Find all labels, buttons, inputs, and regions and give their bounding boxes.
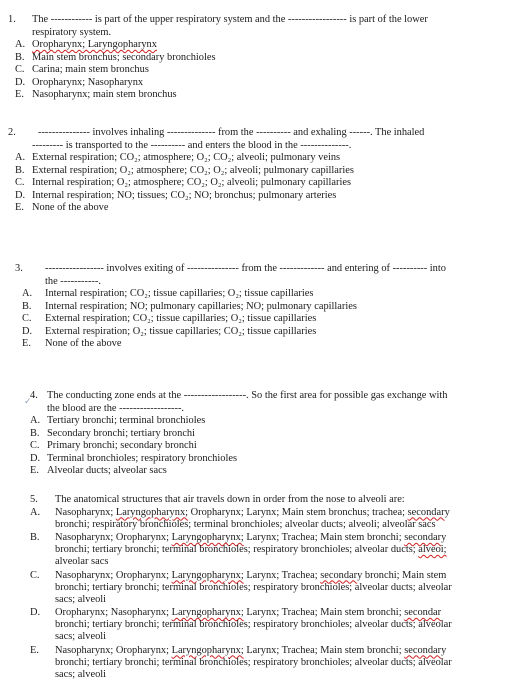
option-text[interactable]: bronchi; tertiary bronchi; terminal bronchioles; respiratory bronchioles; alveolar ducts; alveolar [55, 619, 452, 630]
option-letter: E. [30, 644, 39, 656]
option-letter: C. [15, 64, 25, 75]
question-number: 4. [30, 390, 38, 401]
option-text[interactable]: Oropharynx; Laryngopharynx [32, 39, 157, 50]
question-number: 1. [8, 14, 16, 25]
option-text[interactable]: sacs; alveoli [55, 593, 107, 605]
question-stem: respiratory system. [32, 26, 112, 38]
option-text[interactable]: alveolar sacs [55, 556, 109, 567]
option-text[interactable]: Alveolar ducts; alveolar sacs [47, 465, 167, 476]
option-text[interactable]: Main stem bronchus; secondary bronchioles [32, 51, 216, 63]
option-letter: C. [22, 313, 32, 324]
option-text[interactable]: sacs; alveoli [55, 631, 107, 642]
option-letter: D. [15, 189, 26, 201]
option-text[interactable]: Nasopharynx; Oropharynx; Laryngopharynx; Larynx; Trachea; Main stem bronchi; secondary [55, 644, 447, 656]
option-text[interactable]: bronchi; tertiary bronchi; terminal bronchioles; respiratory bronchioles; alveolar ducts; alveolar [55, 656, 452, 668]
option-text[interactable]: None of the above [32, 202, 109, 213]
question-stem: The anatomical structures that air travels down in order from the nose to alveoli are: [55, 494, 405, 505]
option-text[interactable]: Internal respiration; NO; pulmonary capillaries; NO; pulmonary capillaries [45, 300, 357, 312]
option-text[interactable]: Internal respiration; O₂; atmosphere; CO₂; O₂; alveoli; pulmonary capillaries [32, 177, 352, 188]
question-stem: ----------------- involves exiting of --------------- from the ------------- and entering of ---------- into [45, 263, 446, 274]
option-letter: A. [22, 288, 33, 299]
option-text[interactable]: bronchi; tertiary bronchi; terminal bronchioles; respiratory bronchioles; alveolar ducts; alveoi; [55, 544, 447, 555]
option-letter: B. [30, 427, 40, 439]
option-text[interactable]: Oropharynx; Nasopharynx; Laryngopharynx; Larynx; Trachea; Main stem bronchi; secondar [55, 607, 442, 618]
option-text[interactable]: None of the above [45, 338, 122, 349]
option-text[interactable]: Internal respiration; CO₂; tissue capillaries; O₂; tissue capillaries [45, 288, 314, 299]
option-text[interactable]: Carina; main stem bronchus [32, 64, 149, 75]
option-text[interactable]: Terminal bronchioles; respiratory bronchioles [47, 452, 237, 464]
option-letter: D. [30, 452, 41, 464]
option-letter: E. [22, 338, 31, 349]
option-letter: B. [15, 164, 25, 176]
option-text[interactable]: Nasopharynx; Oropharynx; Laryngopharynx; Larynx; Trachea; secondary bronchi; Main stem [55, 569, 447, 581]
option-letter: D. [15, 76, 26, 88]
question-number: 3. [15, 263, 23, 274]
stray-check-mark: ✓ [24, 396, 32, 406]
option-text[interactable]: External respiration; O₂; tissue capillaries; CO₂; tissue capillaries [45, 325, 317, 337]
option-letter: C. [30, 440, 40, 451]
option-letter: E. [30, 465, 39, 476]
option-text[interactable]: External respiration; O₂; atmosphere; CO₂; O₂; alveoli; pulmonary capillaries [32, 164, 354, 176]
option-text[interactable]: bronchi; respiratory bronchioles; terminal bronchioles; alveolar ducts; alveoli; alveolar sacs [55, 518, 436, 530]
option-letter: A. [30, 506, 41, 518]
option-letter: A. [15, 39, 26, 50]
option-letter: A. [15, 152, 26, 163]
option-text[interactable]: sacs; alveoli [55, 668, 107, 680]
option-text[interactable]: Nasopharynx; main stem bronchus [32, 89, 177, 100]
question-stem: The conducting zone ends at the ------------------. So the first area for possible gas exchange with [47, 390, 448, 401]
option-letter: E. [15, 89, 24, 100]
option-text[interactable]: Secondary bronchi; tertiary bronchi [47, 427, 196, 439]
option-text[interactable]: Primary bronchi; secondary bronchi [47, 440, 197, 451]
question-number: 5. [30, 494, 38, 505]
option-text[interactable]: External respiration; CO₂; atmosphere; O₂; CO₂; alveoli; pulmonary veins [32, 152, 341, 163]
question-stem: the blood are the ------------------. [47, 402, 185, 414]
option-text[interactable]: Oropharynx; Nasopharynx [32, 76, 144, 88]
question-number: 2. [8, 127, 16, 138]
option-letter: C. [15, 177, 25, 188]
question-stem: the -----------. [45, 275, 101, 287]
question-stem: --------------- involves inhaling -------------- from the ---------- and exhaling ------. The inhaled [38, 127, 425, 138]
option-text[interactable]: Tertiary bronchi; terminal bronchioles [47, 415, 206, 426]
option-letter: A. [30, 415, 41, 426]
option-letter: C. [30, 569, 40, 581]
option-letter: B. [22, 300, 32, 312]
option-text[interactable]: External respiration; CO₂; tissue capillaries; O₂; tissue capillaries [45, 313, 317, 324]
question-stem: --------- is transported to the ---------- and enters the blood in the --------------. [32, 139, 352, 151]
option-text[interactable]: Nasopharynx; Laryngopharynx; Oropharynx; Larynx; Main stem bronchus; trachea; secondary [55, 506, 450, 518]
option-letter: D. [30, 607, 41, 618]
option-letter: B. [30, 532, 40, 543]
option-letter: E. [15, 202, 24, 213]
option-letter: B. [15, 51, 25, 63]
option-text[interactable]: Nasopharynx; Oropharynx; Laryngopharynx; Larynx; Trachea; Main stem bronchi; secondary [55, 532, 447, 543]
question-stem: The ------------ is part of the upper respiratory system and the ----------------- is part of the lower [32, 14, 428, 25]
option-letter: D. [22, 325, 33, 337]
option-text[interactable]: bronchi; tertiary bronchi; terminal bronchioles; respiratory bronchioles; alveolar ducts; alveolar [55, 581, 452, 593]
option-text[interactable]: Internal respiration; NO; tissues; CO₂; NO; bronchus; pulmonary arteries [32, 189, 337, 201]
